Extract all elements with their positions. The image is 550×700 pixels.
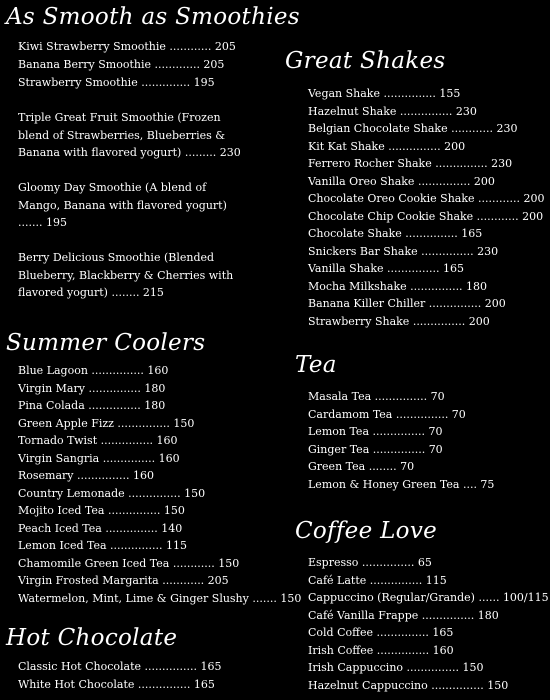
menu-item: Pina Colada ............... 180 bbox=[18, 399, 166, 412]
menu-item: Chocolate Chip Cookie Shake ............ 200 bbox=[308, 209, 544, 223]
menu-item: Virgin Sangria ............... 160 bbox=[18, 451, 180, 465]
menu-item: White Hot Chocolate ............... 165 bbox=[18, 678, 215, 691]
menu-item: Mocha Milkshake ............... 180 bbox=[308, 279, 488, 293]
menu-item: Vanilla Oreo Shake ............... 200 bbox=[308, 174, 495, 188]
menu-item: Hazelnut Shake ............... 230 bbox=[308, 104, 477, 118]
menu-item: Green Apple Fizz ............... 150 bbox=[18, 416, 195, 430]
menu-item: Country Lemonade ............... 150 bbox=[18, 486, 206, 500]
menu-item: Virgin Mary ............... 180 bbox=[18, 381, 166, 395]
menu-item: Strawberry Smoothie .............. 195 bbox=[18, 76, 215, 89]
menu-item: Cappuccino (Regular/Grande) ...... 100/115 bbox=[308, 591, 549, 604]
menu-item: Lemon Tea ............... 70 bbox=[308, 425, 443, 438]
menu-item: Virgin Frosted Margarita ............ 205 bbox=[18, 574, 229, 587]
menu-item: Rosemary ............... 160 bbox=[18, 469, 154, 482]
menu-item: Cold Coffee ............... 165 bbox=[308, 626, 454, 639]
menu-item: Masala Tea ............... 70 bbox=[308, 390, 445, 403]
menu-item: Ginger Tea ............... 70 bbox=[308, 442, 443, 456]
menu-item: Vanilla Shake ............... 165 bbox=[308, 262, 464, 275]
menu-item: Banana Berry Smoothie ............. 205 bbox=[18, 58, 225, 71]
menu-item: Espresso ............... 65 bbox=[308, 556, 432, 569]
menu-item: Café Vanilla Frappe ............... 180 bbox=[308, 608, 499, 622]
menu-item: Cardamom Tea ............... 70 bbox=[308, 407, 466, 421]
menu-item: Lemon & Honey Green Tea .... 75 bbox=[308, 477, 495, 491]
menu-item: Café Latte ............... 115 bbox=[308, 573, 447, 587]
menu-item: Classic Hot Chocolate ............... 165 bbox=[18, 660, 222, 673]
menu-item: Green Tea ........ 70 bbox=[308, 460, 415, 473]
section-title-coffee-love: Coffee Love bbox=[295, 518, 438, 544]
menu-item: Irish Cappuccino ............... 150 bbox=[308, 661, 484, 674]
menu-item: Chamomile Green Iced Tea ............ 150 bbox=[18, 556, 240, 570]
section-title-great-shakes: Great Shakes bbox=[285, 48, 446, 74]
menu-item: Kiwi Strawberry Smoothie ............ 205 bbox=[18, 40, 236, 53]
menu-item: Watermelon, Mint, Lime & Ginger Slushy ....... 150 bbox=[18, 591, 302, 605]
menu-item: Chocolate Shake ............... 165 bbox=[308, 227, 483, 240]
menu-item: Snickers Bar Shake ............... 230 bbox=[308, 244, 499, 258]
menu-item: Tornado Twist ............... 160 bbox=[18, 434, 178, 447]
menu-item: Chocolate Oreo Cookie Shake ............ 200 bbox=[308, 192, 545, 205]
menu-item-description: Gloomy Day Smoothie (A blend of Mango, Banana with flavored yogurt) ....... 195 bbox=[18, 181, 227, 230]
menu-item: Lemon Iced Tea ............... 115 bbox=[18, 539, 187, 552]
menu-item: Kit Kat Shake ............... 200 bbox=[308, 139, 466, 153]
menu-item: Irish Coffee ............... 160 bbox=[308, 643, 454, 657]
menu-item: Vegan Shake ............... 155 bbox=[308, 87, 461, 100]
menu-item: Mojito Iced Tea ............... 150 bbox=[18, 504, 185, 517]
section-title-tea: Tea bbox=[295, 352, 337, 378]
section-title-smoothies: As Smooth as Smoothies bbox=[6, 4, 300, 30]
menu-item-description: Triple Great Fruit Smoothie (Frozen blend of Strawberries, Blueberries & Banana with flavored yogurt) ......... 230 bbox=[18, 111, 241, 160]
menu-item: Blue Lagoon ............... 160 bbox=[18, 364, 169, 377]
menu-item: Peach Iced Tea ............... 140 bbox=[18, 521, 183, 535]
menu-item-description: Berry Delicious Smoothie (Blended Blueberry, Blackberry & Cherries with flavored yogurt) ........ 215 bbox=[18, 251, 234, 300]
menu-item: Hazelnut Cappuccino ............... 150 bbox=[308, 678, 509, 692]
section-title-hot-chocolate: Hot Chocolate bbox=[6, 625, 178, 651]
menu-item: Belgian Chocolate Shake ............ 230 bbox=[308, 122, 518, 135]
section-title-summer-coolers: Summer Coolers bbox=[6, 330, 206, 356]
menu-item: Strawberry Shake ............... 200 bbox=[308, 314, 490, 328]
menu-item: Ferrero Rocher Shake ............... 230 bbox=[308, 157, 513, 170]
menu-item: Banana Killer Chiller ............... 200 bbox=[308, 297, 506, 310]
